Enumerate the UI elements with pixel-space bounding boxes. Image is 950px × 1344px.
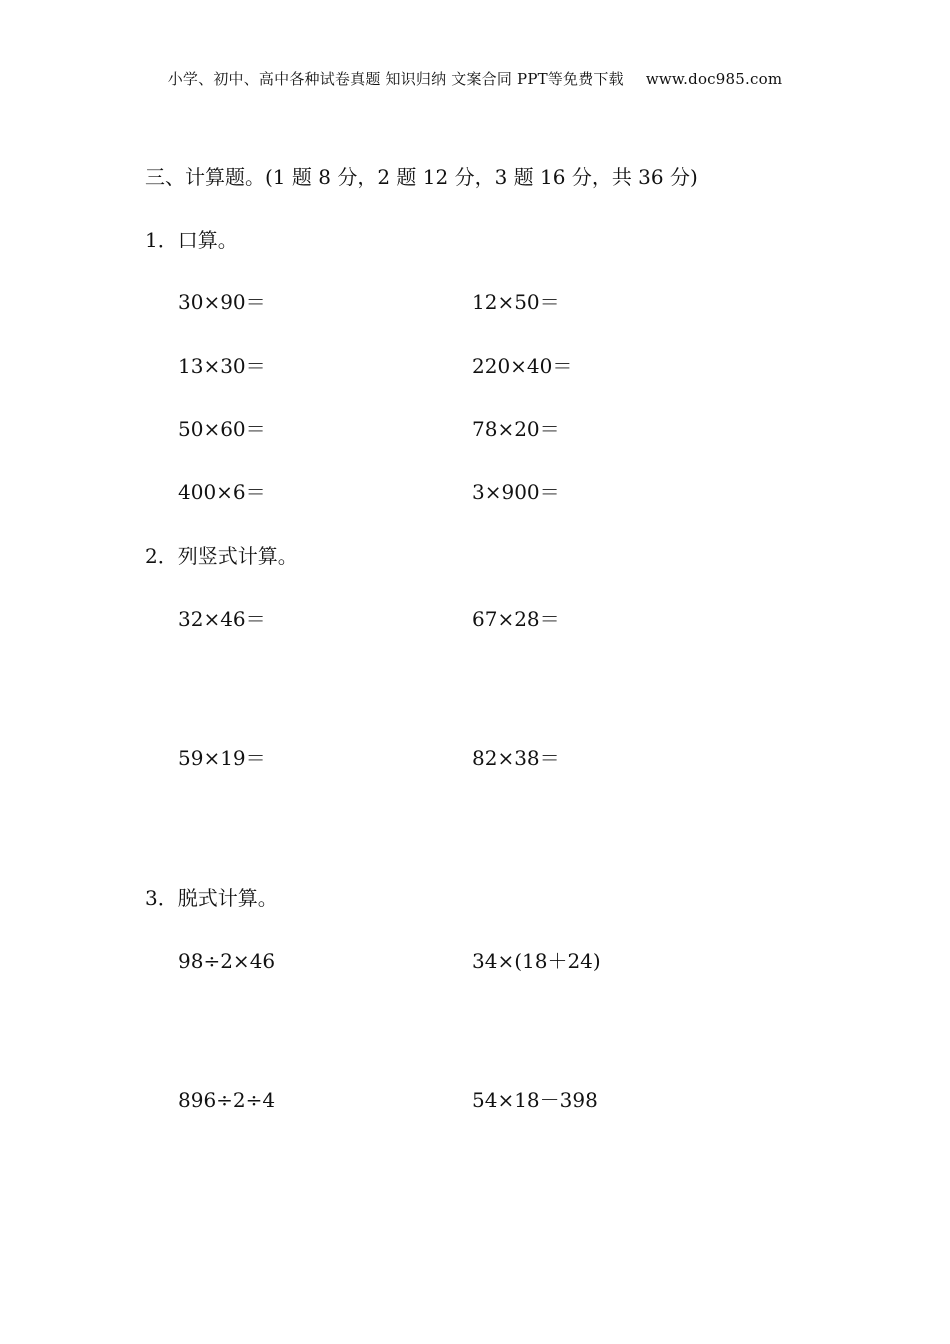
q3-item-1-left: 98÷2×46 — [178, 949, 276, 973]
q2-item-1-left: 32×46＝ — [178, 607, 266, 631]
q1-item-3-right: 78×20＝ — [472, 417, 560, 441]
q3-item-2-left: 896÷2÷4 — [178, 1088, 276, 1112]
q3-item-1-right: 34×(18＋24) — [472, 949, 601, 973]
q2-item-1-right: 67×28＝ — [472, 607, 560, 631]
q1-item-1-right: 12×50＝ — [472, 290, 560, 314]
q1-title: 1．口算。 — [145, 228, 238, 252]
q2-title: 2．列竖式计算。 — [145, 544, 298, 568]
q1-item-2-left: 13×30＝ — [178, 354, 266, 378]
q1-item-3-left: 50×60＝ — [178, 417, 266, 441]
q3-title: 3．脱式计算。 — [145, 886, 278, 910]
q2-item-2-right: 82×38＝ — [472, 746, 560, 770]
header-site: www.doc985.com — [645, 70, 783, 88]
q3-item-2-right: 54×18－398 — [472, 1088, 598, 1112]
q1-item-2-right: 220×40＝ — [472, 354, 573, 378]
q1-item-4-left: 400×6＝ — [178, 480, 266, 504]
page-header — [0, 68, 950, 89]
q1-item-1-left: 30×90＝ — [178, 290, 266, 314]
header-text: 小学、初中、高中各种试卷真题 知识归纳 文案合同 PPT等免费下载 — [167, 70, 624, 88]
q2-item-2-left: 59×19＝ — [178, 746, 266, 770]
q1-item-4-right: 3×900＝ — [472, 480, 560, 504]
section-title: 三、计算题。(1 题 8 分，2 题 12 分，3 题 16 分，共 36 分) — [145, 165, 698, 189]
